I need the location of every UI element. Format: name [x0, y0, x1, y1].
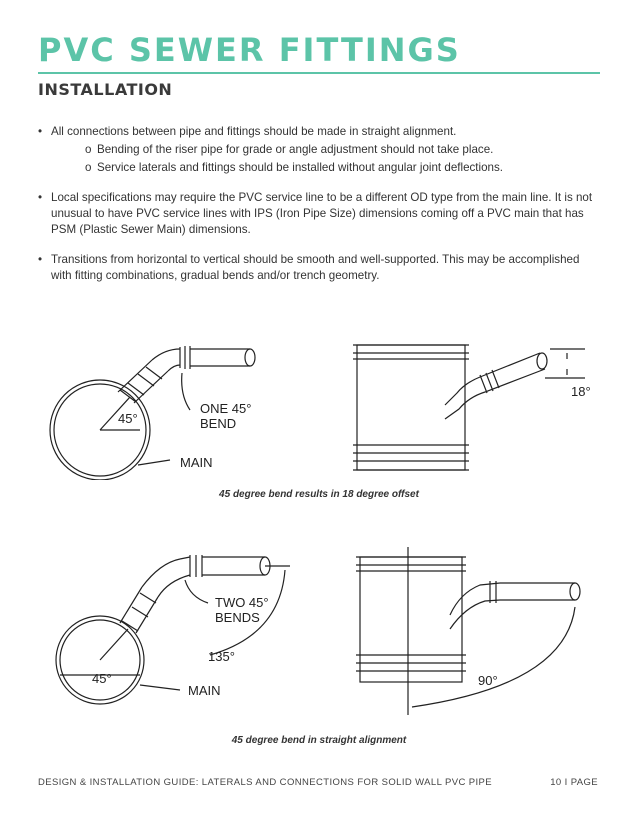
sub-item-text: Bending of the riser pipe for grade or angle adjustment should not take place. — [97, 143, 494, 156]
sub-item — [51, 142, 598, 158]
sub-bullet: o — [85, 161, 92, 174]
bend-rings — [190, 555, 202, 577]
bend-label: TWO 45° — [215, 595, 269, 610]
angle-label-45: 45° — [92, 671, 112, 686]
branch-bend — [450, 583, 500, 629]
sub-item — [51, 160, 598, 176]
tee-rings — [353, 345, 469, 470]
angle-label-135: 135° — [208, 649, 235, 664]
riser-pipe — [120, 587, 158, 633]
figure-90-degree — [350, 545, 600, 720]
angle-label: 90° — [478, 673, 498, 688]
pipe-end — [570, 583, 580, 600]
angle-label: 45° — [118, 411, 138, 426]
figure-two-45-bends — [40, 545, 300, 705]
figure-one-45-bend — [40, 335, 290, 480]
horizontal-pipe — [190, 349, 250, 366]
leader-line — [182, 373, 190, 410]
main-leader — [140, 685, 180, 690]
sub-item-text: Service laterals and fittings should be installed without angular joint deflections. — [97, 161, 504, 174]
main-leader — [138, 460, 170, 465]
pipe-end — [537, 353, 547, 369]
bullet-text: All connections between pipe and fittings should be made in straight alignment. — [51, 125, 457, 138]
tee-body — [357, 345, 465, 470]
branch-pipe — [445, 353, 545, 419]
figure-caption: 45 degree bend in straight alignment — [231, 735, 407, 746]
bullet-dot: • — [38, 191, 43, 204]
arc-90 — [412, 607, 575, 707]
footer-title: DESIGN & INSTALLATION GUIDE: LATERALS AND CONNECTIONS FOR SOLID WALL PVC PIPE — [38, 777, 492, 788]
figure-18-degree-offset — [345, 335, 600, 480]
title-rule — [38, 72, 600, 74]
bend-label: BEND — [200, 416, 237, 431]
horizontal-pipe — [500, 583, 575, 600]
bend-fitting — [152, 349, 180, 371]
first-bend — [142, 559, 190, 597]
bend-label: ONE 45° — [200, 401, 252, 416]
page-number: 10 I PAGE — [550, 777, 598, 788]
leader-line — [185, 580, 208, 603]
bullet-item — [38, 190, 598, 238]
bullet-dot: • — [38, 253, 43, 266]
angle-lines — [60, 629, 140, 675]
main-label: MAIN — [180, 455, 213, 470]
riser-pipe — [118, 360, 168, 403]
bullet-dot: • — [38, 125, 43, 138]
bullet-item — [38, 124, 598, 176]
page-title: PVC SEWER FITTINGS — [38, 31, 461, 69]
figure-caption: 45 degree bend results in 18 degree offset — [219, 489, 419, 500]
offset-dims — [545, 349, 585, 378]
tee-rings — [356, 557, 466, 671]
pipe-end — [245, 349, 255, 366]
bullet-text: Local specifications may require the PVC service line to be a different OD type from the main line. It is not unusual to have PVC service lines with IPS (Iron Pipe Size) dimensions coming off a PVC main that has PSM (Plastic Sewer Main) dimensions. — [51, 191, 593, 236]
bullet-list — [38, 124, 598, 294]
bullet-text: Transitions from horizontal to vertical should be smooth and well-supported. This may be accomplished with fitting combinations, gradual bends and/or trench geometry. — [51, 253, 580, 282]
sub-bullet: o — [85, 143, 92, 156]
horizontal-pipe — [180, 557, 265, 575]
bend-rings — [180, 346, 190, 369]
main-label: MAIN — [188, 683, 221, 698]
offset-label: 18° — [571, 384, 591, 399]
bend-label: BENDS — [215, 610, 260, 625]
section-heading: INSTALLATION — [38, 80, 173, 99]
bullet-item — [38, 252, 598, 284]
